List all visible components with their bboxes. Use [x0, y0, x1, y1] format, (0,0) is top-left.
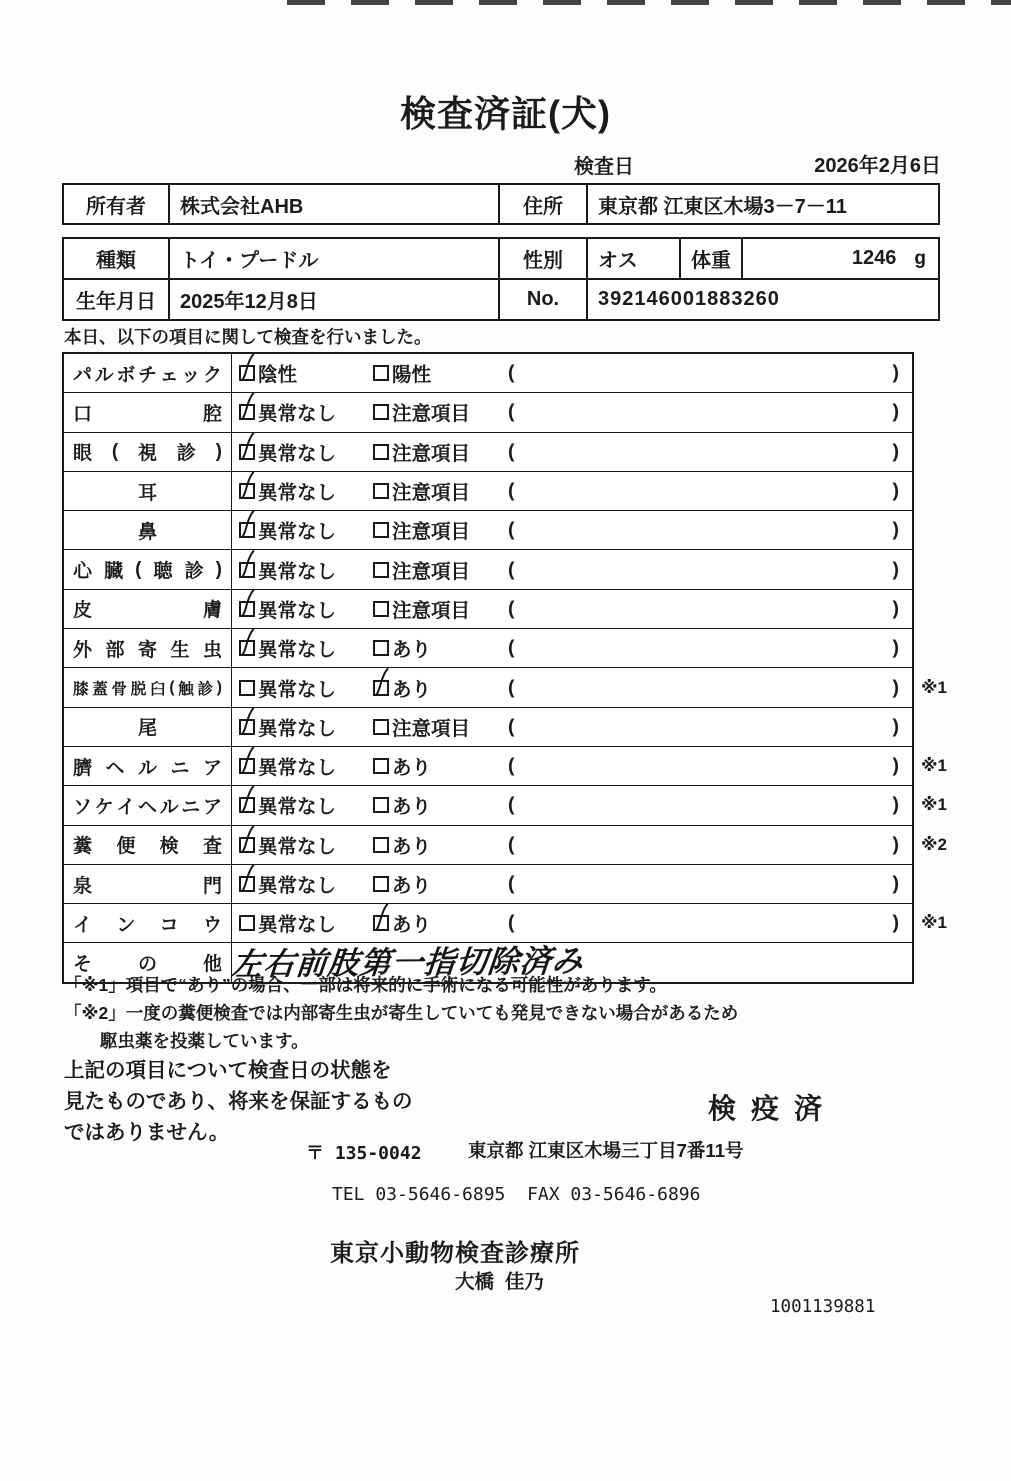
option1-checkbox: [239, 601, 255, 617]
option1-label: 異常なし: [258, 560, 337, 583]
checkbox-icon: [373, 562, 389, 578]
option2-checkbox: [373, 365, 389, 381]
option2-checkbox: [373, 404, 389, 420]
weight-label: 体重: [679, 239, 741, 278]
inspection-date-label: 検査日: [574, 156, 634, 178]
paren-close: ): [892, 440, 899, 463]
item-label: イ ン コ ウ: [64, 904, 232, 942]
row-content: [232, 511, 912, 549]
option2-label: 注意項目: [392, 482, 471, 505]
row-content: [232, 354, 912, 392]
checkbox-icon: [373, 719, 389, 735]
page-title: 検査済証(犬): [400, 93, 611, 134]
option1-checkbox: [239, 915, 255, 931]
item-label: 糞 便 検 査: [64, 826, 232, 864]
checkbox-icon: [373, 483, 389, 499]
option2-label: 注意項目: [392, 403, 471, 426]
sex-value: オス: [586, 239, 679, 278]
row-content: [232, 826, 912, 864]
paren-close: ): [892, 400, 899, 423]
table-row: [64, 549, 912, 588]
item-label: 口 腔: [64, 393, 232, 431]
checkbox-icon: [239, 680, 255, 696]
option2-label: 注意項目: [392, 521, 471, 544]
clinic-name: 東京小動物検査診療所: [330, 1240, 580, 1267]
footnote-1: 「※1」項目で“あり”の場合、一部は将来的に手術になる可能性があります。: [64, 975, 667, 995]
sex-label: 性別: [498, 239, 586, 278]
disclaimer-line-3: ではありません。: [64, 1121, 230, 1144]
row-content: [229, 943, 912, 983]
owner-label: 所有者: [86, 195, 146, 218]
item-label: 心 臓 ( 聴 診 ): [64, 550, 232, 588]
item-label: 膝 蓋 骨 脱 臼 ( 触 診 ): [64, 668, 232, 706]
table-row: [64, 471, 912, 510]
handwritten-check-icon: [237, 785, 257, 815]
option2-label: あり: [392, 796, 432, 819]
breed-value: トイ・プードル: [168, 239, 498, 278]
paren-open: (: [508, 479, 515, 502]
checkbox-icon: [373, 837, 389, 853]
birthdate-value: 2025年12月8日: [168, 280, 498, 319]
table-row: [64, 510, 912, 549]
row-footnote-mark: ※2: [921, 834, 947, 854]
paren-open: (: [508, 440, 515, 463]
item-label: そ の 他: [64, 943, 232, 981]
paren-open: (: [508, 518, 515, 541]
breed-label: 種類: [96, 250, 136, 272]
option2-label: 注意項目: [392, 717, 471, 740]
examiner-name: 大橋 佳乃: [455, 1271, 544, 1293]
option2-checkbox: [373, 483, 389, 499]
row-content: [232, 590, 912, 628]
owner-value: 株式会社AHB: [168, 185, 498, 223]
option1-label: 異常なし: [258, 403, 337, 426]
row-content: [232, 865, 912, 903]
quarantine-stamp: 検疫済: [708, 1093, 838, 1124]
row-content: [232, 550, 912, 588]
handwritten-check-icon: [237, 432, 257, 462]
paren-close: ): [892, 636, 899, 659]
item-label: 尾: [64, 708, 232, 746]
table-row: [64, 785, 947, 824]
option2-checkbox: [373, 719, 389, 735]
item-label: 眼 ( 視 診 ): [64, 433, 232, 471]
option1-label: 陰性: [258, 364, 298, 387]
table-row: [64, 589, 912, 628]
option2-label: 陽性: [392, 364, 432, 387]
row-content: [232, 433, 912, 471]
option2-label: あり: [392, 875, 432, 897]
paren-close: ): [892, 479, 899, 502]
option1-checkbox: [239, 876, 255, 892]
scan-edge-artifact: [287, 0, 1011, 5]
table-row: [64, 392, 912, 431]
paren-close: ): [892, 361, 899, 384]
weight-cell: [741, 239, 938, 278]
item-label: ソ ケ イ ヘ ル ニ ア: [64, 786, 232, 824]
option2-label: あり: [392, 639, 432, 662]
option1-label: 異常なし: [258, 639, 337, 662]
table-row: [64, 864, 912, 903]
option1-checkbox: [239, 797, 255, 813]
checkbox-icon: [373, 404, 389, 420]
pet-info-box: [62, 237, 940, 321]
option1-label: 異常なし: [258, 835, 337, 858]
address-label: 住所: [498, 185, 586, 223]
paren-close: ): [892, 833, 899, 856]
checkbox-icon: [373, 601, 389, 617]
handwritten-check-icon: [237, 510, 257, 540]
option1-checkbox: [239, 522, 255, 538]
paren-open: (: [508, 558, 515, 581]
option1-checkbox: [239, 719, 255, 735]
paren-open: (: [508, 715, 515, 738]
row-content: [232, 629, 912, 667]
address-value: 東京都 江東区木場3－7－11: [586, 185, 938, 223]
handwritten-check-icon: [237, 825, 257, 855]
paren-close: ): [892, 597, 899, 620]
table-row: [64, 707, 912, 746]
pet-info-row-1: [64, 239, 938, 280]
option2-checkbox: [373, 758, 389, 774]
table-row: [64, 354, 912, 392]
inspection-date-value: 2026年2月6日: [814, 155, 941, 177]
paren-close: ): [892, 911, 899, 934]
paren-open: (: [508, 400, 515, 423]
option2-checkbox: [373, 601, 389, 617]
checkbox-icon: [373, 876, 389, 892]
row-content: [232, 786, 912, 824]
handwritten-check-icon: [371, 668, 391, 698]
table-row: [64, 825, 947, 864]
paren-open: (: [508, 676, 515, 699]
option1-checkbox: [239, 444, 255, 460]
handwritten-check-icon: [371, 903, 391, 933]
row-footnote-mark: ※1: [921, 795, 947, 815]
pet-info-row-2: [64, 280, 938, 319]
row-content: [232, 668, 912, 706]
option1-label: 異常なし: [258, 914, 337, 937]
option2-checkbox: [373, 640, 389, 656]
option1-checkbox: [239, 758, 255, 774]
option2-label: あり: [392, 835, 432, 858]
item-label: 外 部 寄 生 虫: [64, 629, 232, 667]
handwritten-check-icon: [237, 550, 257, 580]
option2-checkbox: [373, 444, 389, 460]
table-row: [64, 628, 912, 667]
option1-label: 異常なし: [258, 875, 337, 897]
item-label: 耳: [64, 472, 232, 510]
handwritten-check-icon: [237, 707, 257, 737]
paren-close: ): [892, 715, 899, 738]
clinic-address: 東京都 江東区木場三丁目7番11号: [468, 1140, 744, 1161]
option2-checkbox: [373, 797, 389, 813]
paren-open: (: [508, 833, 515, 856]
option2-checkbox: [373, 915, 389, 931]
row-content: [232, 747, 912, 785]
option2-label: あり: [392, 678, 432, 701]
paren-close: ): [892, 676, 899, 699]
paren-close: ): [892, 518, 899, 541]
option2-label: あり: [392, 914, 432, 937]
weight-unit: g: [914, 247, 926, 269]
option2-checkbox: [373, 522, 389, 538]
paren-open: (: [508, 911, 515, 934]
checkbox-icon: [373, 444, 389, 460]
serial-number: 1001139881: [770, 1297, 876, 1317]
footnote-2-line2: 駆虫薬を投薬しています。: [100, 1031, 309, 1051]
paren-close: ): [892, 754, 899, 777]
id-number-label: No.: [498, 280, 586, 319]
disclaimer-line-2: 見たものであり、将来を保証するもの: [64, 1090, 413, 1113]
checkbox-icon: [239, 915, 255, 931]
paren-close: ): [892, 872, 899, 895]
paren-close: ): [892, 793, 899, 816]
owner-box: [62, 183, 940, 225]
handwritten-check-icon: [237, 392, 257, 422]
row-footnote-mark: ※1: [921, 913, 947, 933]
option1-label: 異常なし: [258, 757, 337, 780]
footnote-2-line1: 「※2」一度の糞便検査では内部寄生虫が寄生していても発見できない場合があるため: [64, 1003, 739, 1023]
tel-fax: TEL 03-5646-6895 FAX 03-5646-6896: [332, 1184, 701, 1205]
checkbox-icon: [373, 758, 389, 774]
paren-open: (: [508, 636, 515, 659]
table-row: [64, 432, 912, 471]
item-label: 皮 膚: [64, 590, 232, 628]
option1-checkbox: [239, 680, 255, 696]
item-label: パ ル ボ チ ェ ッ ク: [64, 354, 232, 392]
option2-checkbox: [373, 680, 389, 696]
option1-checkbox: [239, 562, 255, 578]
intro-text: 本日、以下の項目に関して検査を行いました。: [64, 327, 432, 347]
checkbox-icon: [373, 640, 389, 656]
option1-label: 異常なし: [258, 678, 337, 701]
item-label: 臍 ヘ ル ニ ア: [64, 747, 232, 785]
handwritten-check-icon: [237, 864, 257, 894]
option1-label: 異常なし: [258, 717, 337, 740]
option2-label: 注意項目: [392, 560, 471, 583]
handwritten-check-icon: [237, 628, 257, 658]
row-content: [232, 708, 912, 746]
paren-open: (: [508, 793, 515, 816]
option2-checkbox: [373, 876, 389, 892]
paren-open: (: [508, 872, 515, 895]
row-footnote-mark: ※1: [921, 756, 947, 776]
option1-label: 異常なし: [258, 521, 337, 544]
table-row: [64, 746, 947, 785]
option1-checkbox: [239, 837, 255, 853]
option1-label: 異常なし: [258, 796, 337, 819]
option1-checkbox: [239, 365, 255, 381]
paren-open: (: [508, 597, 515, 620]
inspection-table: [62, 352, 947, 984]
row-footnote-mark: ※1: [921, 677, 947, 697]
option1-label: 異常なし: [258, 442, 337, 465]
option1-label: 異常なし: [258, 599, 337, 622]
disclaimer-line-1: 上記の項目について検査日の状態を: [64, 1059, 392, 1082]
paren-close: ): [892, 558, 899, 581]
checkbox-icon: [373, 522, 389, 538]
option2-label: 注意項目: [392, 442, 471, 465]
paren-open: (: [508, 361, 515, 384]
birthdate-label: 生年月日: [76, 291, 156, 313]
checkbox-icon: [373, 365, 389, 381]
paren-open: (: [508, 754, 515, 777]
postal-code: 〒 135-0042: [306, 1143, 422, 1164]
handwritten-note: 左右前肢第一指切除済み: [229, 943, 586, 983]
row-content: [232, 393, 912, 431]
handwritten-check-icon: [237, 746, 257, 776]
disclaimer-paragraph: [64, 1055, 413, 1148]
option1-checkbox: [239, 483, 255, 499]
id-number-value: 392146001883260: [586, 280, 938, 319]
item-label: 鼻: [64, 511, 232, 549]
option2-checkbox: [373, 562, 389, 578]
table-row: [64, 667, 947, 706]
checkbox-icon: [373, 797, 389, 813]
option2-label: 注意項目: [392, 599, 471, 622]
handwritten-check-icon: [237, 589, 257, 619]
handwritten-check-icon: [237, 353, 257, 383]
weight-value: 1246: [851, 247, 897, 269]
handwritten-check-icon: [237, 471, 257, 501]
option2-checkbox: [373, 837, 389, 853]
row-content: [232, 472, 912, 510]
option2-label: あり: [392, 757, 432, 780]
option1-checkbox: [239, 404, 255, 420]
option1-checkbox: [239, 640, 255, 656]
option1-label: 異常なし: [258, 482, 337, 505]
item-label: 泉 門: [64, 865, 232, 903]
